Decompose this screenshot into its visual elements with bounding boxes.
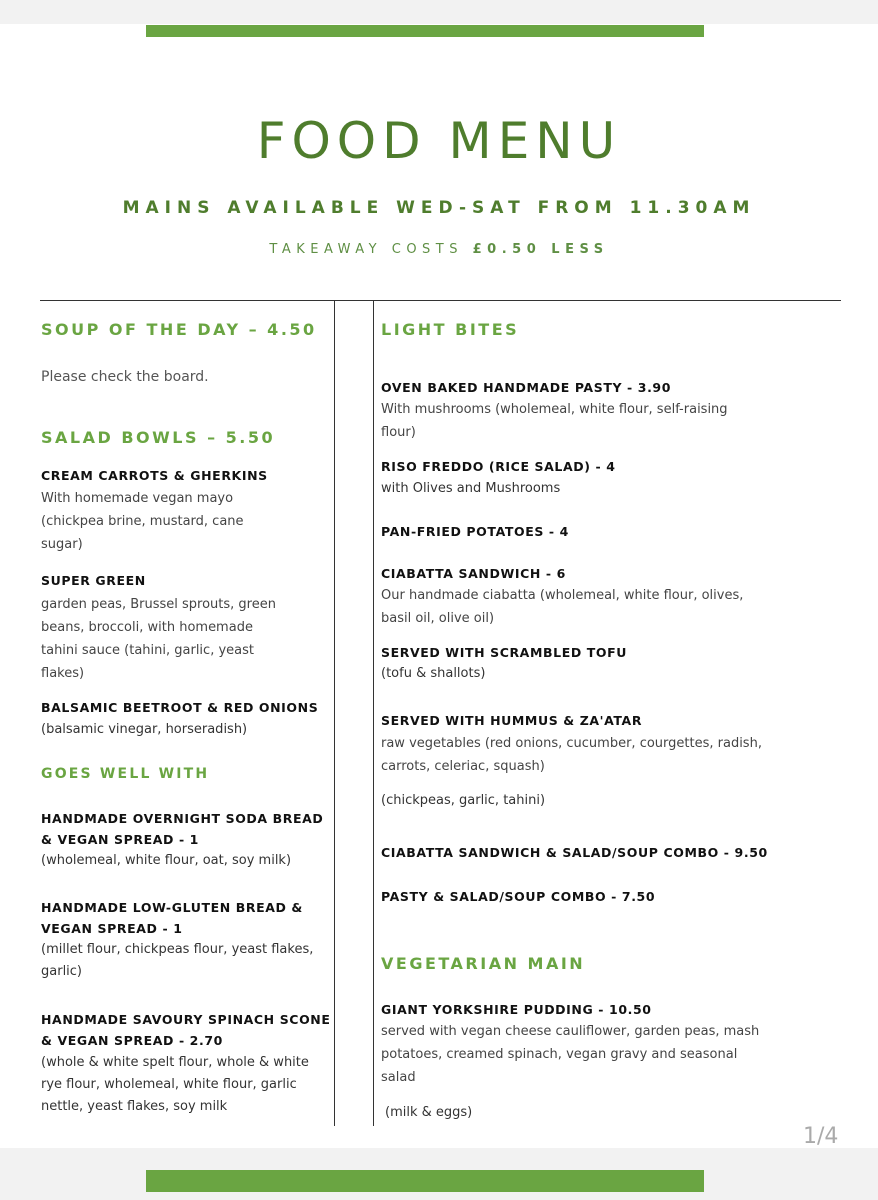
mains-availability: MAINS AVAILABLE WED-SAT FROM 11.30AM	[122, 198, 756, 218]
side-item-name: HANDMADE LOW-GLUTEN BREAD & VEGAN SPREAD - 1	[41, 900, 303, 936]
main-item-note: (milk & eggs)	[385, 1105, 473, 1120]
side-item-desc: (whole & white spelt flour, whole & white rye flour, wholemeal, white flour, garlic nettle, yeast flakes, soy milk	[41, 1055, 309, 1114]
top-accent-bar	[146, 25, 704, 37]
side-item-desc: (wholemeal, white flour, oat, soy milk)	[41, 853, 292, 868]
light-item-name: RISO FREDDO (RICE SALAD) - 4	[381, 459, 616, 474]
header-divider	[40, 300, 841, 301]
side-item-name: HANDMADE OVERNIGHT SODA BREAD & VEGAN SPREAD - 1	[41, 811, 324, 847]
main-item-name: GIANT YORKSHIRE PUDDING - 10.50	[381, 1002, 652, 1017]
column-divider-right	[373, 301, 374, 1126]
salad-item-desc: With homemade vegan mayo (chickpea brine, mustard, cane sugar)	[41, 491, 244, 552]
light-item-desc: Our handmade ciabatta (wholemeal, white flour, olives, basil oil, olive oil)	[381, 588, 744, 626]
soup-heading: SOUP OF THE DAY – 4.50	[41, 320, 317, 339]
takeaway-amount: £0.50 LESS	[472, 242, 609, 257]
salad-item-name: BALSAMIC BEETROOT & RED ONIONS	[41, 700, 319, 715]
vegetarian-main-heading: VEGETARIAN MAIN	[381, 954, 586, 973]
soup-text: Please check the board.	[41, 369, 209, 385]
combo-item-name: CIABATTA SANDWICH & SALAD/SOUP COMBO - 9.50	[381, 845, 768, 860]
light-item-desc: (tofu & shallots)	[381, 666, 486, 681]
column-divider-left	[334, 301, 335, 1126]
takeaway-prefix: TAKEAWAY COSTS	[269, 242, 463, 257]
bottom-accent-bar	[146, 1170, 704, 1192]
salad-item-name: CREAM CARROTS & GHERKINS	[41, 468, 268, 483]
side-item-desc: (millet flour, chickpeas flour, yeast flakes, garlic)	[41, 942, 314, 979]
light-item-desc: raw vegetables (red onions, cucumber, courgettes, radish, carrots, celeriac, squash)	[381, 736, 762, 774]
light-item-note: (chickpeas, garlic, tahini)	[381, 793, 546, 808]
page-title: FOOD MENU	[256, 112, 622, 170]
light-item-name: OVEN BAKED HANDMADE PASTY - 3.90	[381, 380, 672, 395]
light-bites-heading: LIGHT BITES	[381, 320, 520, 339]
light-item-desc: with Olives and Mushrooms	[381, 481, 561, 496]
combo-item-name: PASTY & SALAD/SOUP COMBO - 7.50	[381, 889, 656, 904]
salad-heading: SALAD BOWLS – 5.50	[41, 428, 276, 447]
salad-item-name: SUPER GREEN	[41, 573, 146, 588]
light-item-name: SERVED WITH HUMMUS & ZA'ATAR	[381, 713, 643, 728]
goes-well-heading: GOES WELL WITH	[41, 766, 210, 782]
light-item-name: PAN-FRIED POTATOES - 4	[381, 524, 569, 539]
salad-item-desc: garden peas, Brussel sprouts, green beans, broccoli, with homemade tahini sauce (tahini, garlic, yeast flakes)	[41, 597, 276, 681]
salad-item-desc: (balsamic vinegar, horseradish)	[41, 722, 248, 737]
side-item-name: HANDMADE SAVOURY SPINACH SCONE & VEGAN SPREAD - 2.70	[41, 1012, 331, 1048]
main-item-desc: served with vegan cheese cauliflower, garden peas, mash potatoes, creamed spinach, vegan gravy and seasonal salad	[381, 1024, 760, 1085]
light-item-name: CIABATTA SANDWICH - 6	[381, 566, 566, 581]
page-indicator: 1/4	[803, 1124, 839, 1149]
takeaway-note	[0, 242, 878, 257]
light-item-desc: With mushrooms (wholemeal, white flour, self-raising flour)	[381, 402, 728, 440]
light-item-name: SERVED WITH SCRAMBLED TOFU	[381, 645, 628, 660]
